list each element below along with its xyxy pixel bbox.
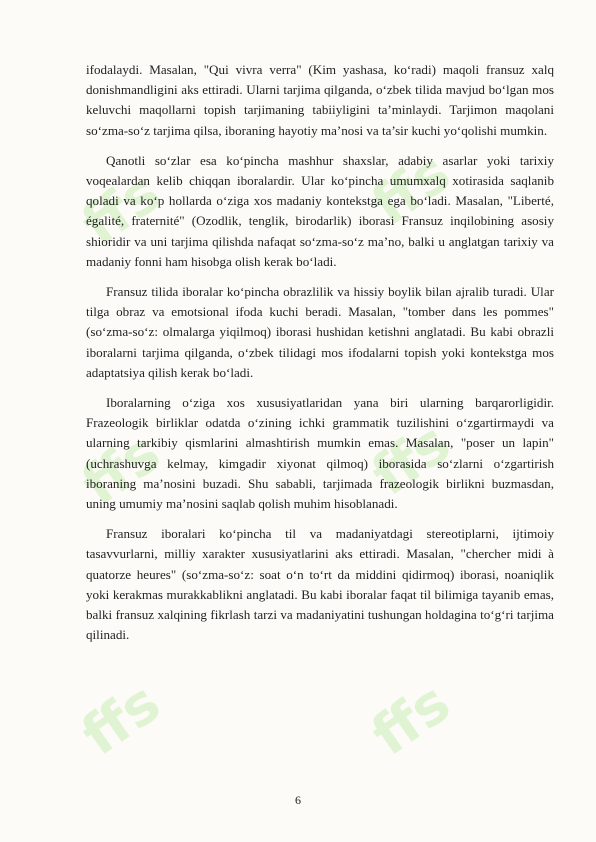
paragraph: Fransuz tilida iboralar ko‘pincha obrazlilik va hissiy boylik bilan ajralib turadi. Ular tilga obraz va emotsional ifoda kuchi beradi. Masalan, "tomber dans les pommes" (so‘zma-so‘z: olmalarga yiqilmoq) iborasi hushidan ketishni anglatadi. Bu kabi obrazli iboralarni tarjima qilganda, o‘zbek tilidagi mos ifodalarni topish yoki kontekstga mos adaptatsiya qilish kerak bo‘ladi. <box>86 284 554 380</box>
paragraph: Qanotli so‘zlar esa ko‘pincha mashhur shaxslar, adabiy asarlar yoki tarixiy voqealardan kelib chiqqan iboralardir. Ular ko‘pincha umumxalq xotirasida saqlanib qoladi va ko‘p hollarda o‘ziga xos madaniy kontekstga ega bo‘ladi. Masalan, "Liberté, égalité, fraternité" (Ozodlik, tenglik, birodarlik) iborasi Fransuz inqilobining asosiy shioridir va uni tarjima qilishda nafaqat so‘zma-so‘z ma’no, balki u anglatgan tarixiy va madaniy fonni ham hisobga olish kerak bo‘ladi. <box>86 152 554 269</box>
body-text <box>86 60 554 655</box>
paragraph: Iboralarning o‘ziga xos xususiyatlaridan yana biri ularning barqarorligidir. Frazeologik birliklar odatda o‘zining ichki grammatik tuzilishini o‘zgartirmaydi va ularning tarkibiy qismlarini almashtirish mumkin emas. Masalan, "poser un lapin" (uchrashuvga kelmay, kimgadir xiyonat qilmoq) iborasida so‘zlarni o‘zgartirish iboraning ma’nosini buzadi. Shu sababli, tarjimada frazeologik birlikni buzmasdan, uning umumiy ma’nosini saqlab qolish muhim hisoblanadi. <box>86 395 554 512</box>
paragraph: ifodalaydi. Masalan, "Qui vivra verra" (Kim yashasa, ko‘radi) maqoli fransuz xalq donishmandligini aks ettiradi. Ularni tarjima qilganda, o‘zbek tilida mavjud bo‘lgan mos keluvchi maqollarni topish tarjimaning tabiiyligini ta’minlaydi. Tarjimon maqolani so‘zma-so‘z tarjima qilsa, iboraning hayotiy ma’nosi va ta’sir kuchi yo‘qolishi mumkin. <box>86 62 554 138</box>
page-number: 6 <box>295 793 301 807</box>
svg-text:ffs: ffs <box>70 420 173 519</box>
svg-text:ffs: ffs <box>70 670 173 769</box>
svg-text:ffs: ffs <box>70 160 173 259</box>
watermark-logo <box>360 660 470 770</box>
watermark-logo <box>70 660 180 770</box>
svg-text:ffs: ffs <box>360 140 463 239</box>
svg-text:ffs: ffs <box>360 410 463 509</box>
paragraph: Fransuz iboralari ko‘pincha til va madaniyatdagi stereotiplarni, ijtimoiy tasavvurlarni, milliy xarakter xususiyatlarini aks ettiradi. Masalan, "chercher midi à quatorze heures" (so‘zma-so‘z: soat o‘n to‘rt da middini qidirmoq) iborasi, noaniqlik yoki kerakmas murakkablikni anglatadi. Bu kabi iboralar faqat til bilimiga tayanib emas, balki fransuz xalqining fikrlash tarzi va madaniyatini tushungan holdagina to‘g‘ri tarjima qilinadi. <box>86 526 554 643</box>
svg-text:ffs: ffs <box>360 670 463 769</box>
